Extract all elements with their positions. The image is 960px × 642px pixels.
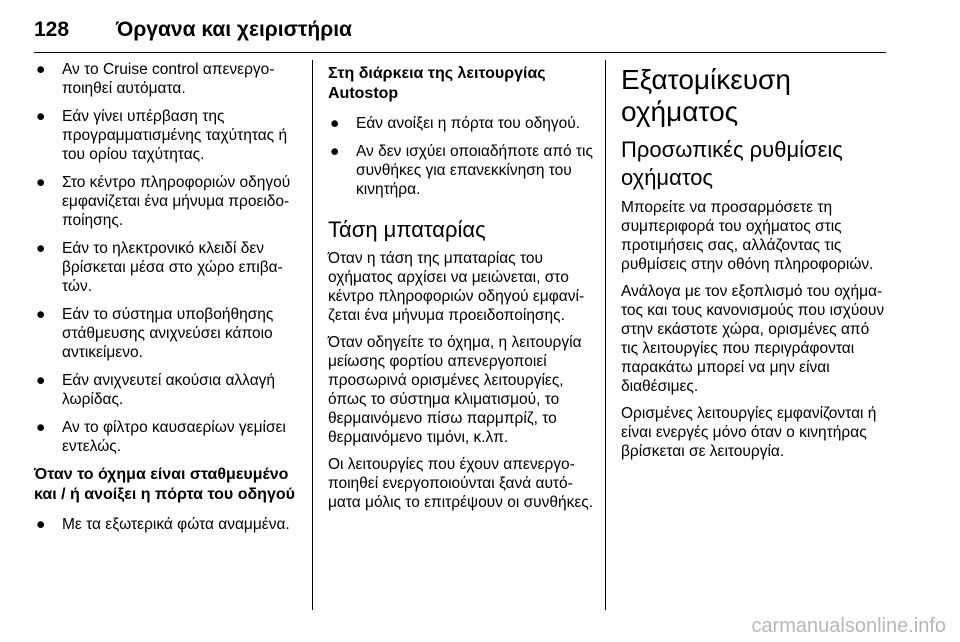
- paragraph: Ορισμένες λειτουργίες εμφανίζονται ή είναι ενεργές μόνο όταν ο κινητήρας βρίσκεται σε λειτουργία.: [621, 405, 877, 460]
- paragraph: Όταν οδηγείτε το όχημα, η λειτουργία μείωσης φορτίου απενεργοποιεί προσωρινά ορισμένες λειτουργίες, όπως το σύστημα κλιματισμού, το θερμαινόμενο πίσω παρμπρίζ, το θερμαινόμενο τιμόνι, κ.λπ.: [328, 334, 582, 446]
- section-subheading: Στη διάρκεια της λειτουργίας Autostop: [328, 65, 546, 102]
- list-item: ● Στο κέντρο πληροφοριών οδηγού εμφανίζεται ένα μήνυμα προειδοποίησης.: [36, 174, 291, 229]
- list-item: ● Εάν το σύστημα υποβοήθησης στάθμευσης ανιχνεύσει κάποιο αντικείμενο.: [36, 306, 274, 361]
- paragraph: Μπορείτε να προσαρμόσετε τη συμπεριφορά του οχήματος στις προτιμήσεις σας, αλλάζοντας τις ρυθμίσεις στην οθόνη πληροφοριών.: [621, 199, 874, 273]
- bullet-icon: ●: [36, 516, 46, 533]
- paragraph: Οι λειτουργίες που έχουν απενεργοποιηθεί ενεργοποιούνται ξανά αυτόματα μόλις το επιτρέψουν οι συνθήκες.: [328, 456, 594, 511]
- list-item: ● Εάν το ηλεκτρονικό κλειδί δεν βρίσκεται μέσα στο χώρο επιβατών.: [36, 240, 283, 295]
- list-item: ● Αν το φίλτρο καυσαερίων γεμίσει εντελώς.: [36, 419, 286, 455]
- paragraph: Ανάλογα με τον εξοπλισμό του οχήματος και τους κανονισμούς που ισχύουν στην εκάστοτε χώρα, ορισμένες από τις λειτουργίες που περιγράφονται παρακάτω μπορεί να μην είναι διαθέσιμες.: [621, 283, 885, 395]
- section-heading: Εξατομίκευση οχήματος: [621, 64, 791, 127]
- bullet-icon: ●: [330, 143, 340, 160]
- bullet-icon: ●: [36, 419, 46, 436]
- list-item: ● Με τα εξωτερικά φώτα αναμμένα.: [36, 516, 290, 533]
- list-item: ● Εάν ανιχνευτεί ακούσια αλλαγή λωρίδας.: [36, 372, 276, 408]
- bullet-icon: ●: [330, 115, 340, 132]
- section-heading: Τάση μπαταρίας: [328, 217, 486, 242]
- page-title: Όργανα και χειριστήρια: [116, 18, 352, 41]
- bullet-icon: ●: [36, 372, 46, 389]
- paragraph: Όταν η τάση της μπαταρίας του οχήματος αρχίσει να μειώνεται, στο κέντρο πληροφοριών οδηγού εμφανίζεται ένα μήνυμα προειδοποίησης.: [328, 250, 585, 324]
- column-3: [621, 60, 887, 469]
- page-number: 128: [34, 18, 70, 41]
- list-item: ● Εάν γίνει υπέρβαση της προγραμματισμένης ταχύτητας ή του ορίου ταχύτητας.: [36, 108, 288, 163]
- column-divider: [312, 60, 313, 610]
- bullet-icon: ●: [36, 240, 46, 257]
- column-1: [34, 60, 304, 543]
- bullet-icon: ●: [36, 306, 46, 323]
- column-2: [328, 60, 596, 520]
- list-item: ● Αν δεν ισχύει οποιαδήποτε από τις συνθήκες για επανεκκίνηση του κινητήρα.: [330, 143, 593, 198]
- bullet-icon: ●: [36, 174, 46, 191]
- watermark: carmanualsonline.info: [751, 615, 946, 637]
- list-item: ● Αν το Cruise control απενεργοποιηθεί αυτόματα.: [36, 61, 275, 97]
- list-item: ● Εάν ανοίξει η πόρτα του οδηγού.: [330, 115, 581, 132]
- bullet-icon: ●: [36, 61, 46, 78]
- bullet-icon: ●: [36, 108, 46, 125]
- section-subheading: Όταν το όχημα είναι σταθμευμένο και / ή ανοίξει η πόρτα του οδηγού: [34, 466, 295, 503]
- page-header: [34, 14, 886, 53]
- column-divider: [605, 60, 606, 610]
- section-subheading: Προσωπικές ρυθμίσεις οχήματος: [621, 137, 843, 190]
